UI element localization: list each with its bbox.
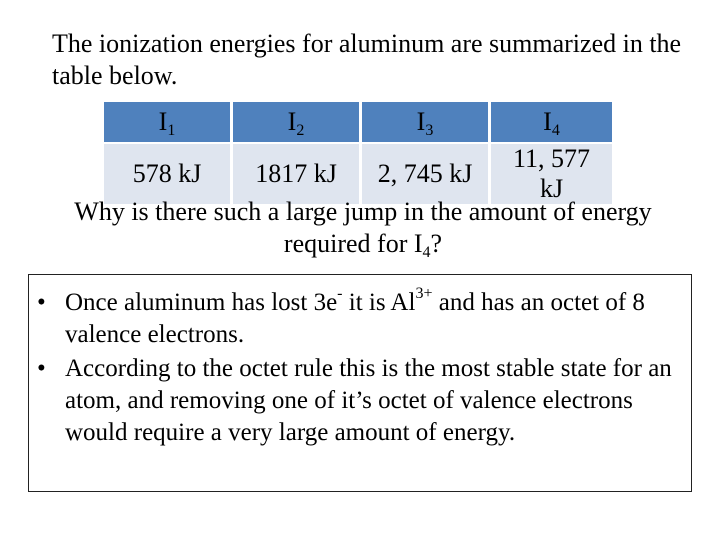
list-item: • Once aluminum has lost 3e- it is $Al^{3+}$ and has an octet of 8 valence electrons.: [37, 285, 645, 348]
value-i1: 578 kJ: [104, 143, 232, 204]
header-i1: $I_1$: [104, 102, 232, 143]
intro-text: The ionization energies for aluminum are summarized in the table below.: [52, 29, 682, 90]
answer-list: [37, 287, 681, 449]
bullet-icon: •: [37, 289, 46, 316]
table-header-row: [104, 102, 612, 143]
question-text: Why is there such a large jump in the amount of energy required for $I_4$?: [74, 197, 652, 261]
header-i2: $I_2$: [232, 102, 361, 143]
header-i3: $I_3$: [361, 102, 490, 143]
table-row: [104, 143, 612, 204]
bullet-icon: •: [37, 355, 46, 382]
header-i4: $I_4$: [490, 102, 613, 143]
answer-box: [28, 274, 692, 492]
value-i4: 11, 577 kJ: [490, 143, 613, 204]
ionization-energy-table: [104, 102, 612, 204]
list-item: • According to the octet rule this is the most stable state for an atom, and removing one of it’s octet of valence electrons would require a very large amount of energy.: [37, 355, 672, 446]
value-i3: 2, 745 kJ: [361, 143, 490, 204]
value-i2: 1817 kJ: [232, 143, 361, 204]
